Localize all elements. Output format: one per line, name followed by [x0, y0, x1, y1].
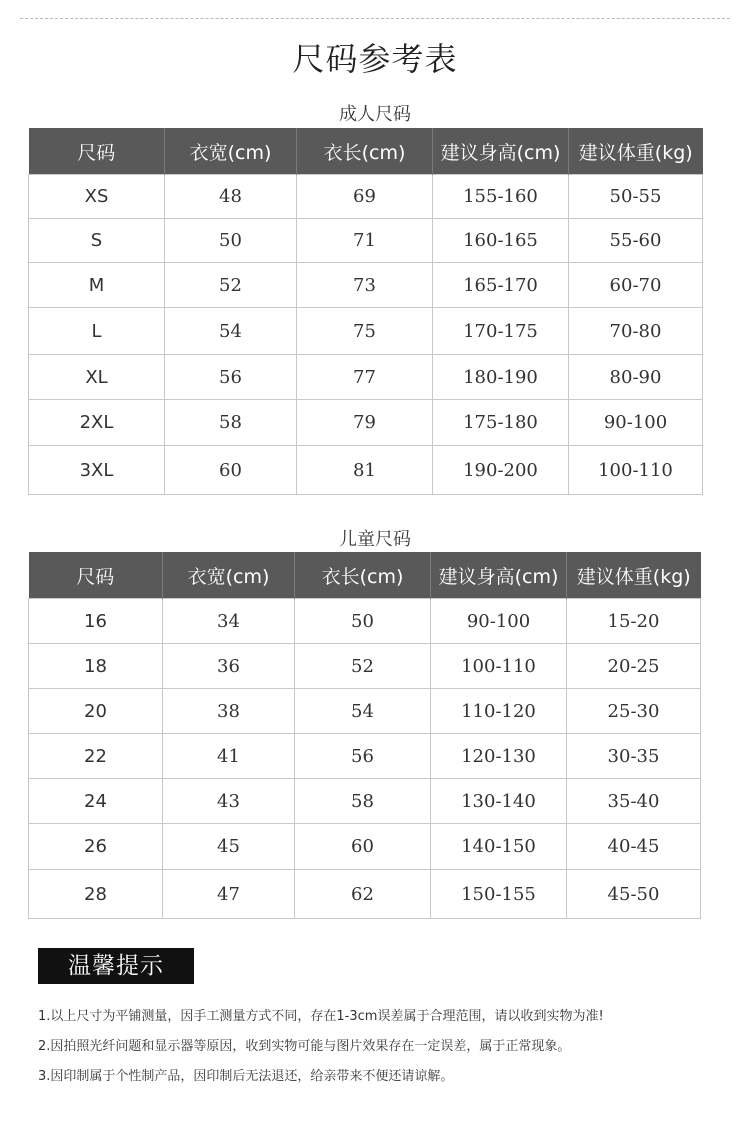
table-row [29, 599, 701, 644]
header-height: 建议身高(cm) [431, 552, 567, 599]
table-row [29, 824, 701, 870]
table-row [29, 219, 703, 263]
cell-weight: 80-90 [569, 355, 703, 400]
cell-weight: 20-25 [567, 644, 701, 689]
cell-height: 165-170 [433, 263, 569, 308]
table-row [29, 263, 703, 308]
cell-length: 54 [295, 689, 431, 734]
cell-weight: 40-45 [567, 824, 701, 870]
cell-length: 79 [297, 400, 433, 446]
cell-size: M [29, 263, 165, 308]
cell-width: 38 [163, 689, 295, 734]
table-row [29, 308, 703, 355]
header-length: 衣长(cm) [297, 128, 433, 175]
cell-width: 48 [165, 175, 297, 219]
cell-weight: 50-55 [569, 175, 703, 219]
cell-length: 75 [297, 308, 433, 355]
cell-size: 18 [29, 644, 163, 689]
cell-size: 24 [29, 779, 163, 824]
cell-width: 58 [165, 400, 297, 446]
cell-length: 56 [295, 734, 431, 779]
cell-width: 60 [165, 446, 297, 495]
cell-weight: 15-20 [567, 599, 701, 644]
cell-height: 130-140 [431, 779, 567, 824]
cell-size: S [29, 219, 165, 263]
header-weight: 建议体重(kg) [569, 128, 703, 175]
cell-length: 77 [297, 355, 433, 400]
cell-size: 28 [29, 870, 163, 919]
cell-weight: 25-30 [567, 689, 701, 734]
header-width: 衣宽(cm) [165, 128, 297, 175]
table-row [29, 870, 701, 919]
cell-height: 160-165 [433, 219, 569, 263]
cell-size: XS [29, 175, 165, 219]
cell-height: 170-175 [433, 308, 569, 355]
cell-weight: 30-35 [567, 734, 701, 779]
cell-height: 150-155 [431, 870, 567, 919]
cell-height: 110-120 [431, 689, 567, 734]
table-row [29, 779, 701, 824]
cell-height: 140-150 [431, 824, 567, 870]
cell-size: L [29, 308, 165, 355]
cell-width: 52 [165, 263, 297, 308]
cell-length: 62 [295, 870, 431, 919]
cell-weight: 45-50 [567, 870, 701, 919]
cell-width: 43 [163, 779, 295, 824]
cell-weight: 90-100 [569, 400, 703, 446]
cell-size: 22 [29, 734, 163, 779]
adult-size-table [28, 128, 703, 495]
cell-weight: 60-70 [569, 263, 703, 308]
cell-width: 34 [163, 599, 295, 644]
table-header-row [29, 552, 701, 599]
cell-width: 36 [163, 644, 295, 689]
cell-size: XL [29, 355, 165, 400]
cell-height: 120-130 [431, 734, 567, 779]
header-height: 建议身高(cm) [433, 128, 569, 175]
cell-weight: 55-60 [569, 219, 703, 263]
notice-line-2: 2.因拍照光纤问题和显示器等原因，收到实物可能与图片效果存在一定误差，属于正常现象。 [38, 1039, 571, 1054]
cell-weight: 70-80 [569, 308, 703, 355]
cell-width: 47 [163, 870, 295, 919]
cell-width: 50 [165, 219, 297, 263]
cell-height: 155-160 [433, 175, 569, 219]
table-row [29, 175, 703, 219]
table-row [29, 644, 701, 689]
cell-height: 100-110 [431, 644, 567, 689]
cell-height: 190-200 [433, 446, 569, 495]
header-size: 尺码 [29, 552, 163, 599]
cell-size: 16 [29, 599, 163, 644]
cell-size: 2XL [29, 400, 165, 446]
cell-length: 73 [297, 263, 433, 308]
notice-title: 温馨提示 [38, 948, 194, 984]
cell-width: 56 [165, 355, 297, 400]
cell-width: 41 [163, 734, 295, 779]
cell-height: 175-180 [433, 400, 569, 446]
cell-height: 180-190 [433, 355, 569, 400]
page-title: 尺码参考表 [292, 40, 458, 78]
table-row [29, 689, 701, 734]
cell-size: 3XL [29, 446, 165, 495]
cell-weight: 100-110 [569, 446, 703, 495]
cell-size: 20 [29, 689, 163, 734]
table-row [29, 400, 703, 446]
table-row [29, 355, 703, 400]
table-row [29, 734, 701, 779]
cell-height: 90-100 [431, 599, 567, 644]
header-size: 尺码 [29, 128, 165, 175]
cell-length: 81 [297, 446, 433, 495]
notice-line-3: 3.因印制属于个性制产品，因印制后无法退还，给亲带来不便还请谅解。 [38, 1069, 454, 1084]
header-width: 衣宽(cm) [163, 552, 295, 599]
cell-width: 54 [165, 308, 297, 355]
notice-line-1: 1.以上尺寸为平铺测量，因手工测量方式不同，存在1-3cm误差属于合理范围，请以收到实物为准! [38, 1009, 604, 1024]
cell-size: 26 [29, 824, 163, 870]
header-weight: 建议体重(kg) [567, 552, 701, 599]
cell-length: 50 [295, 599, 431, 644]
cell-weight: 35-40 [567, 779, 701, 824]
kids-section-title: 儿童尺码 [339, 529, 411, 550]
cell-length: 58 [295, 779, 431, 824]
notice-list [38, 1006, 728, 1096]
cell-width: 45 [163, 824, 295, 870]
header-length: 衣长(cm) [295, 552, 431, 599]
adult-section-title: 成人尺码 [339, 104, 411, 125]
table-header-row [29, 128, 703, 175]
cell-length: 60 [295, 824, 431, 870]
cell-length: 71 [297, 219, 433, 263]
table-row [29, 446, 703, 495]
kids-size-table [28, 552, 701, 919]
cell-length: 69 [297, 175, 433, 219]
cell-length: 52 [295, 644, 431, 689]
top-dashed-divider [20, 18, 730, 19]
